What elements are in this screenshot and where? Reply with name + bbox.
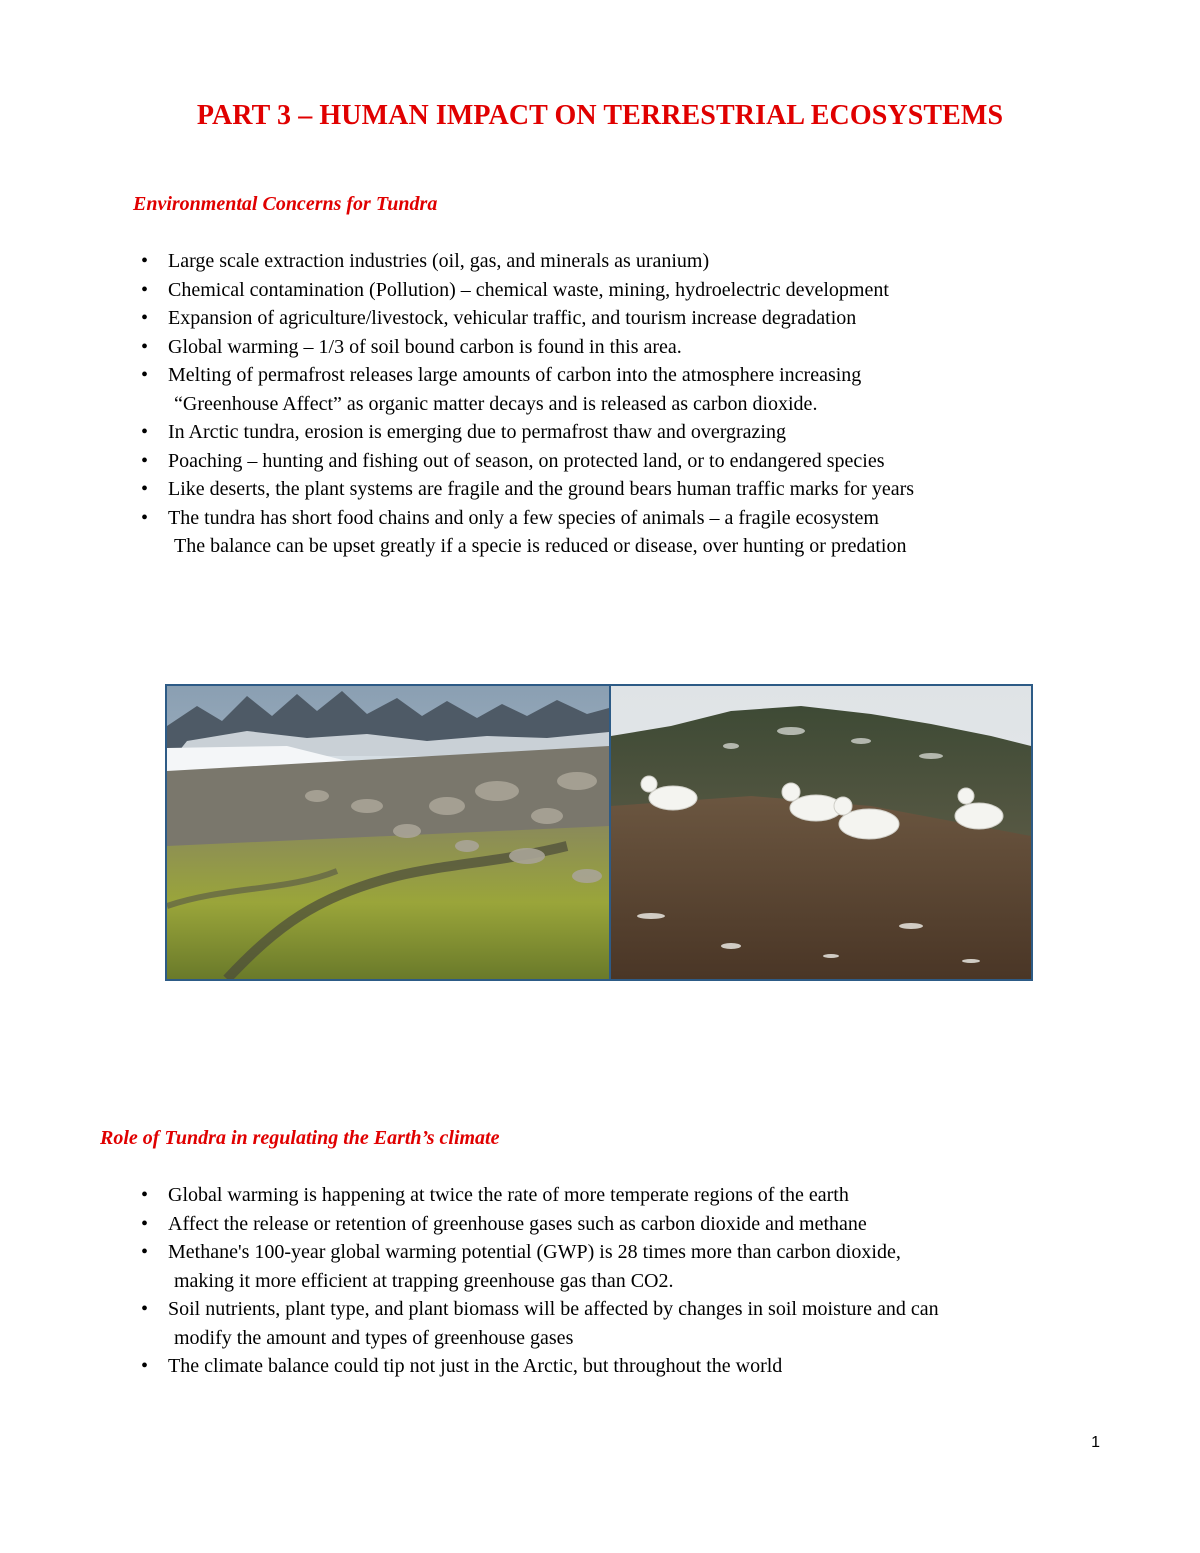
climate-role-list	[133, 1181, 1133, 1381]
tundra-landscape-illustration	[167, 686, 1031, 979]
list-item: • Affect the release or retention of greenhouse gases such as carbon dioxide and methane	[133, 1210, 1133, 1239]
environmental-concerns-list	[133, 247, 1133, 561]
list-item: • Like deserts, the plant systems are fragile and the ground bears human traffic marks for years	[133, 475, 1133, 504]
page-title: PART 3 – HUMAN IMPACT ON TERRESTRIAL ECOSYSTEMS	[196, 100, 1004, 131]
list-item: • Chemical contamination (Pollution) – chemical waste, mining, hydroelectric development	[133, 276, 1133, 305]
page-number: 1	[1091, 1434, 1100, 1451]
list-item: • Expansion of agriculture/livestock, vehicular traffic, and tourism increase degradation	[133, 304, 1133, 333]
list-item: • Global warming – 1/3 of soil bound carbon is found in this area.	[133, 333, 1133, 362]
list-item: • Poaching – hunting and fishing out of season, on protected land, or to endangered species	[133, 447, 1133, 476]
section-heading-climate-role: Role of Tundra in regulating the Earth’s climate	[100, 1127, 500, 1149]
dall-sheep-photo	[611, 686, 1031, 979]
section-heading-environmental-concerns: Environmental Concerns for Tundra	[133, 193, 438, 215]
list-item: • Soil nutrients, plant type, and plant biomass will be affected by changes in soil moisture and can modify the amount and types of greenhouse gases	[133, 1295, 1133, 1352]
list-item: • Large scale extraction industries (oil, gas, and minerals as uranium)	[133, 247, 1133, 276]
alpine-tundra-photo	[167, 686, 609, 979]
list-item: • Melting of permafrost releases large amounts of carbon into the atmosphere increasing “Greenhouse Affect” as organic matter decays and is released as carbon dioxide.	[133, 361, 1133, 418]
tundra-photos	[165, 684, 1033, 981]
list-item: • The climate balance could tip not just in the Arctic, but throughout the world	[133, 1352, 1133, 1381]
list-item: • In Arctic tundra, erosion is emerging due to permafrost thaw and overgrazing	[133, 418, 1133, 447]
list-item: • Methane's 100-year global warming potential (GWP) is 28 times more than carbon dioxide, making it more efficient at trapping greenhouse gas than CO2.	[133, 1238, 1133, 1295]
list-item: • The tundra has short food chains and only a few species of animals – a fragile ecosystem The balance can be upset greatly if a specie is reduced or disease, over hunting or predation	[133, 504, 1133, 561]
list-item: • Global warming is happening at twice the rate of more temperate regions of the earth	[133, 1181, 1133, 1210]
